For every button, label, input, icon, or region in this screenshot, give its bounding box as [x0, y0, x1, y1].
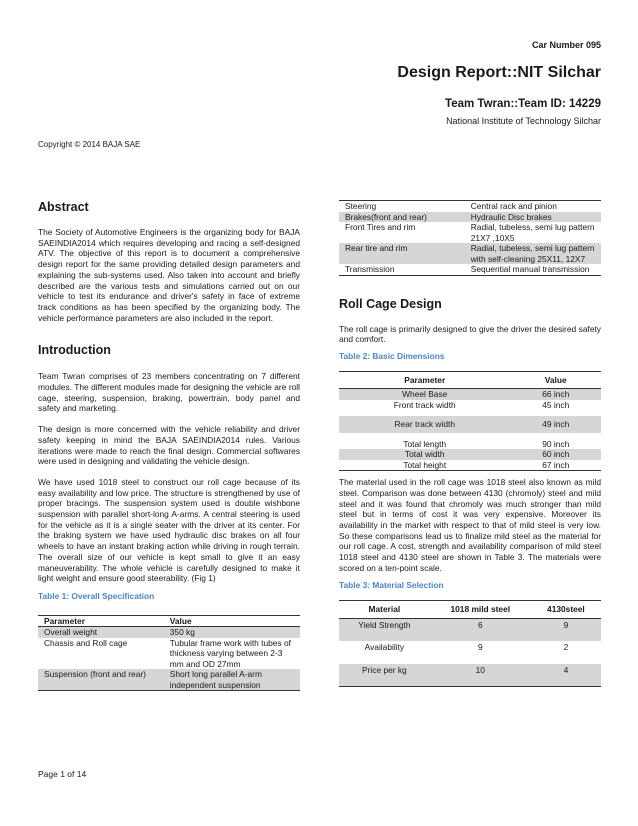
table-cell: 9 [531, 618, 601, 641]
table-cell: Suspension (front and rear) [38, 669, 164, 691]
table2-caption: Table 2: Basic Dimensions [339, 350, 445, 361]
table-row [38, 627, 300, 638]
copyright: Copyright © 2014 BAJA SAE [38, 140, 141, 149]
table-header-row [38, 615, 300, 627]
table3-caption: Table 3: Material Selection [339, 580, 444, 591]
table-cell: Radial, tubeless, semi lug pattern with self-cleaning 25X11, 12X7 [465, 243, 601, 264]
table-header: Value [510, 371, 601, 389]
table-header: Material [339, 601, 430, 619]
table-cell: Tubular frame work with tubes of thickness varying between 2-3 mm and OD 27mm [169, 637, 291, 669]
table-row [38, 638, 300, 670]
abstract-text: The Society of Automotive Engineers is the organizing body for BAJA SAEINDIA2014 which requires developing and racing a self-designed ATV. The objective of this report is to document a comprehensive design report for the same providing detailed design parameters and explaining the sub-systems used. Also taken into account and briefly described are the various tests and simulations carried out on our vehicle to test its endurance and driver's safety in face of extreme track conditions as has been specified by the organizing body. The vehicle performance parameters are also included in the report. [38, 227, 300, 323]
table-cell: Transmission [345, 264, 395, 274]
table-header: Parameter [38, 615, 164, 627]
table-header: 1018 mild steel [430, 601, 531, 619]
table-header: Parameter [339, 371, 510, 389]
table-cell: Steering [345, 201, 377, 211]
table-row [339, 433, 601, 450]
table-cell: Hydraulic Disc brakes [465, 212, 601, 223]
table-row [339, 243, 601, 264]
table-row [38, 669, 300, 691]
table-cell: Radial, tubeless, semi lug pattern 21X7 ,10X5 [470, 222, 595, 243]
table-row [339, 664, 601, 687]
table-cell: Total width [339, 449, 510, 460]
table-cell: Price per kg [339, 664, 430, 687]
table-cell: 67 inch [510, 460, 601, 471]
table-cell: Front track width [393, 399, 456, 410]
car-number: Car Number 095 [531, 40, 601, 50]
table-cell: 9 [477, 642, 483, 653]
table-cell: 6 [430, 618, 531, 641]
table-header: 4130steel [531, 601, 601, 619]
table-cell: Sequential manual transmission [470, 264, 590, 274]
abstract-heading: Abstract [38, 200, 89, 214]
table-row [339, 641, 601, 664]
table-row [339, 264, 601, 275]
overall-spec-table [38, 615, 300, 692]
table-cell: 60 inch [510, 449, 601, 460]
table-cell: Rear tire and rim [339, 243, 465, 264]
table-row [339, 212, 601, 223]
table-row [339, 618, 601, 641]
table-header-row [339, 371, 601, 389]
table-header-row [339, 601, 601, 619]
table-cell: Brakes(front and rear) [339, 212, 465, 223]
left-column [38, 200, 300, 691]
table-cell: Yield Strength [339, 618, 430, 641]
material-selection-table [339, 600, 601, 687]
intro-paragraph-3: We have used 1018 steel to construct our roll cage because of its easy availability and low price. The structure is strengthened by use of proper bracings. The suspension system used is double wishbone suspension with parallel short-long A-arms. A central steering is used for the vehicle as it is a single seater with the driver at its center. For the braking system we have used hydraulic disc brakes on all four wheels to have an instant braking action while driving in rough terrain. The overall size of our vehicle is kept small to give it an easy maneuverability. The whole vehicle is carefully designed to make it light weight and ensure good steerability. (Fig 1) [38, 476, 300, 584]
table-cell: Wheel Base [339, 389, 510, 400]
table-cell: 4 [531, 664, 601, 687]
roll-cage-paragraph-1: The roll cage is primarily designed to give the driver the desired safety and comfort. [339, 323, 601, 345]
basic-dimensions-table [339, 371, 601, 472]
intro-paragraph-2: The design is more concerned with the vehicle reliability and driver safety keeping in mind the BAJA SAEINDIA2014 rules. Various iterations were made to reach the final design. Commercial softwares were used in designing and validating the vehicle design. [38, 424, 300, 467]
table-cell: 90 inch [542, 438, 570, 449]
table-cell: 2 [563, 642, 569, 653]
roll-cage-heading: Roll Cage Design [339, 296, 442, 311]
table-row [339, 400, 601, 417]
table-row [339, 389, 601, 400]
table-cell: Total length [403, 438, 447, 449]
roll-cage-paragraph-2: The material used in the roll cage was 1018 steel also known as mild steel. Comparison was done between 4130 (chromoly) steel and mild steel and it was found that chromoly was much stronger than mild steel but in terms of cost it was very expensive. Moreover its availability in the market with respect to that of mild steel is very low. So these comparisons lead us to finalize mild steel as the material for our roll cage. A cost, strength and availability comparison of mild steel 1018 steel and 4130 steel are shown in Table 3. The materials were scored on a ten-point scale. [339, 477, 601, 573]
table-cell: Short long parallel A-arm independent suspension [164, 669, 300, 691]
table-cell: Overall weight [38, 627, 164, 638]
table-cell: Front Tires and rim [345, 222, 416, 232]
table-row [339, 222, 601, 243]
table-cell: 350 kg [164, 627, 300, 638]
table-cell: Total height [339, 460, 510, 471]
table-cell: 10 [430, 664, 531, 687]
intro-paragraph-1: Team Twran comprises of 23 members concentrating on 7 different modules. The different modules made for designing the vehicle are roll cage, steering, suspension, braking, powertrain, body panel and safety and marketing. [38, 371, 300, 414]
overall-spec-table-continued [339, 200, 601, 276]
introduction-heading: Introduction [38, 343, 111, 358]
page-number: Page 1 of 14 [38, 769, 87, 779]
table-header: Value [164, 615, 300, 627]
table-row [339, 201, 601, 212]
table-row [339, 460, 601, 471]
table-cell: 66 inch [510, 389, 601, 400]
report-title: Design Report::NIT Silchar [397, 64, 601, 81]
institute-name: National Institute of Technology Silchar [446, 116, 601, 126]
table-cell: Rear track width [339, 416, 510, 433]
team-id: Team Twran::Team ID: 14229 [445, 98, 601, 110]
table-cell: Central rack and pinion [470, 201, 557, 211]
table-row [339, 416, 601, 433]
table-row [339, 449, 601, 460]
table-cell: 49 inch [510, 416, 601, 433]
table1-caption: Table 1: Overall Specification [38, 590, 155, 601]
table-cell: 45 inch [542, 399, 570, 410]
table-cell: Availability [364, 642, 405, 653]
right-column [339, 200, 601, 687]
table-cell: Chassis and Roll cage [44, 637, 128, 648]
